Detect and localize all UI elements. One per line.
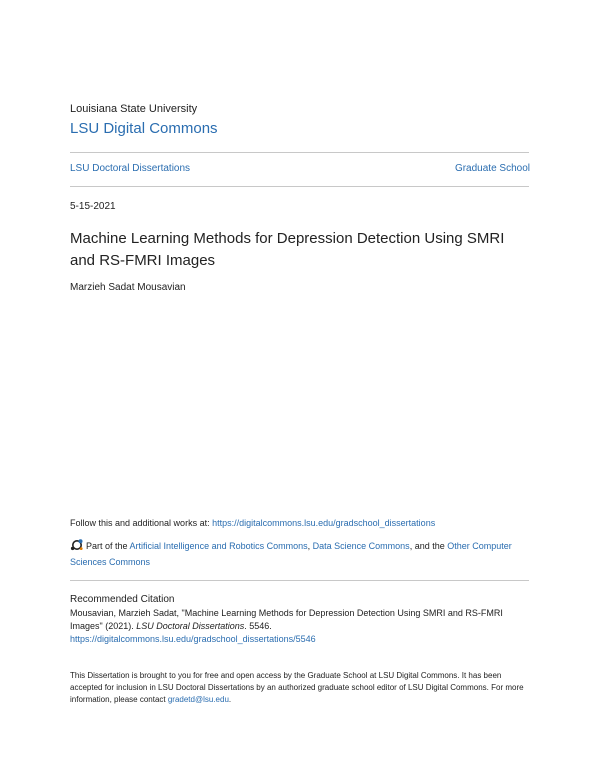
- separator: ,: [307, 541, 313, 551]
- graduate-school-link[interactable]: Graduate School: [454, 163, 530, 174]
- collection-url-link[interactable]: https://digitalcommons.lsu.edu/gradschool_dissertations: [212, 518, 436, 528]
- repository-link[interactable]: LSU Digital Commons: [70, 120, 218, 137]
- institution-name: Louisiana State University: [70, 103, 198, 115]
- follow-prefix: Follow this and additional works at:: [70, 518, 213, 528]
- author-name: Marzieh Sadat Mousavian: [70, 282, 186, 293]
- other-computer-sciences-commons-link[interactable]: Other Computer Sciences Commons: [70, 541, 512, 567]
- series-link[interactable]: LSU Doctoral Dissertations: [70, 163, 191, 174]
- divider: [70, 152, 529, 153]
- access-notice-end: .: [228, 695, 232, 704]
- divider: [70, 186, 529, 187]
- contact-email-link[interactable]: gradetd@lsu.edu: [167, 695, 229, 704]
- citation-series: LSU Doctoral Dissertations: [136, 621, 245, 631]
- citation-body: Mousavian, Marzieh Sadat, "Machine Learning Methods for Depression Detection Using SMRI and RS-FMRI Images" (2021).: [70, 608, 503, 631]
- access-notice: [70, 670, 530, 706]
- network-icon: [70, 539, 84, 551]
- document-title: Machine Learning Methods for Depression Detection Using SMRI and RS-FMRI Images: [70, 230, 505, 269]
- part-of-prefix: Part of the: [86, 541, 130, 551]
- publication-date: 5-15-2021: [70, 201, 116, 212]
- follow-line: [70, 518, 435, 528]
- separator: , and the: [409, 541, 448, 551]
- divider: [70, 580, 529, 581]
- data-science-commons-link[interactable]: Data Science Commons: [312, 541, 410, 551]
- citation-number: . 5546.: [244, 621, 272, 631]
- part-of-line: [70, 538, 530, 570]
- citation-url-link[interactable]: https://digitalcommons.lsu.edu/gradschool_dissertations/5546: [70, 634, 316, 644]
- access-notice-text: This Dissertation is brought to you for free and open access by the Graduate School at LSU Digital Commons. It has been accepted for inclusion in LSU Doctoral Dissertations by an authorized graduate school editor of LSU Digital Commons. For more information, please contact: [70, 671, 524, 704]
- ai-robotics-commons-link[interactable]: Artificial Intelligence and Robotics Commons: [129, 541, 308, 551]
- citation-text: [70, 607, 530, 646]
- recommended-citation-heading: Recommended Citation: [70, 594, 175, 605]
